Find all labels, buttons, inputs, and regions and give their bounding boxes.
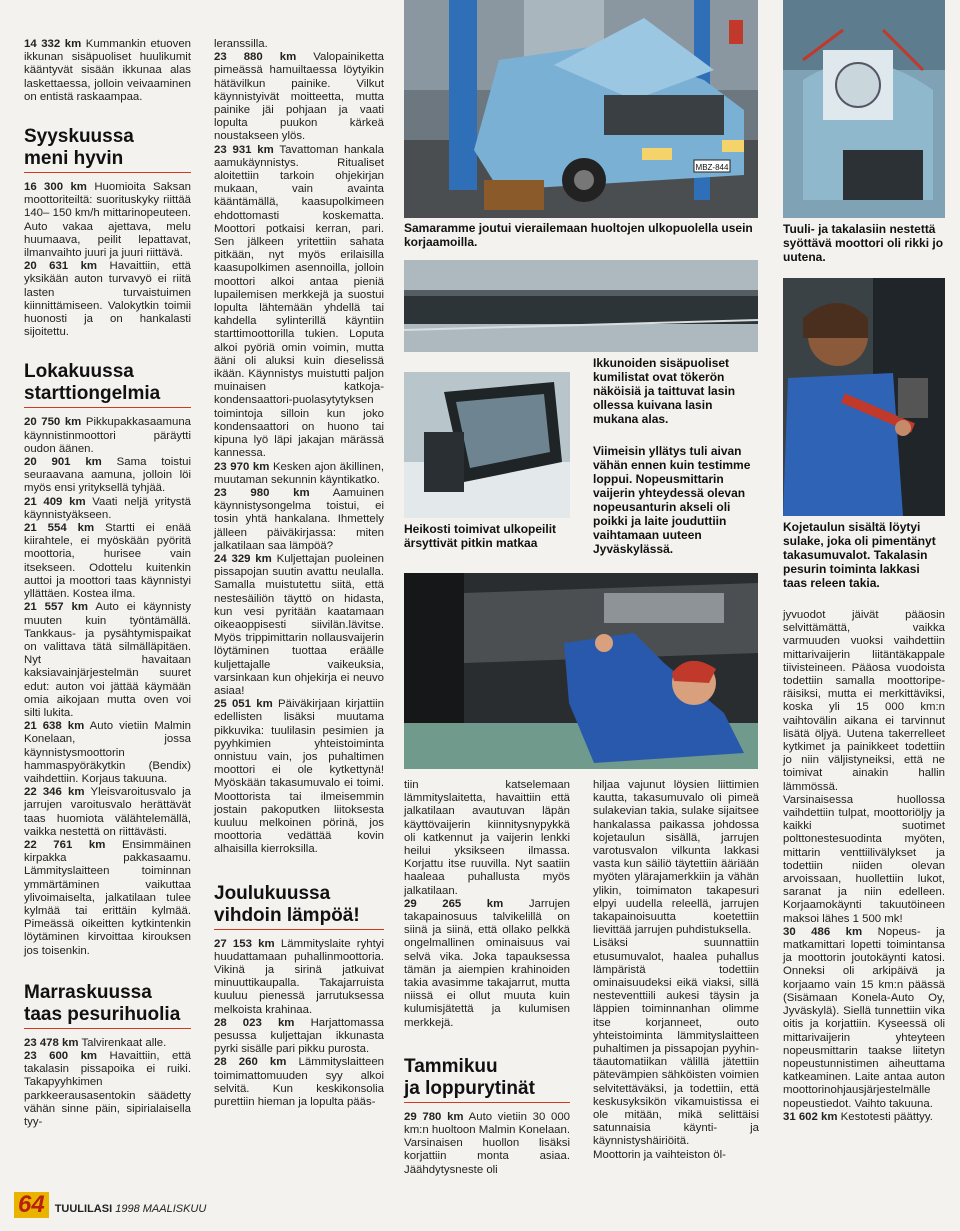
entry-mileage: 23 980 km [214,486,310,499]
caption-workshop: Samaramme joutui vierailemaan huoltojen ulkopuolella usein korjaamoilla. [404,221,753,249]
caption-window-strip: Ikkunoiden sisäpuoliset kumilistat ovat tökerön näköisiä ja taittuvat lasin ollessa kuivana lasin mukana alas. [593,356,736,426]
entry-mileage: 21 409 km [24,495,86,508]
diary-entry [214,38,384,51]
diary-entry [404,898,570,1030]
entry-mileage: 29 265 km [404,897,504,910]
entry-mileage: 28 023 km [214,1016,295,1029]
diary-entry [214,698,384,856]
diary-entry [214,144,384,461]
entry-mileage: 21 638 km [24,720,85,733]
entry-mileage: 22 761 km [24,838,106,851]
entry-mileage: 21 554 km [24,522,95,535]
diary-entry [24,1037,191,1050]
september-entries [24,181,191,339]
licence-plate-text: MBZ-844 [695,163,729,172]
entry-mileage: 23 970 km [214,460,270,473]
diary-entry [593,1149,759,1162]
entry-text: Tavattoman hankala aamukäynnistys. Ritualiset aloitettiin tarkoin ohjekirjan mukaan, vain avainta kääntämällä, kaasupolkimeen ehdottomasti koskematta. Moottori potkaisi kerran, pari. Sen jälkeen yritettiin sahata pitkään, nyt myös erilaisilla kaasupolkimen asennoilla, jolloin moottori alkoi antaa pieniä lupailemisen merkkejä ja suostui lopulta lähtemään yhdellä tai kahdella sylinterillä käyntiin starttimoottorilla tukien. Loputa alkoi pyöriä omin voimin, mutta ääni oli aluksi kuin dieselissä ikään. Käynnistys muistutti paljon muinaisen katkoja-kondensaattori-puolasytytyksen toimintoja silloin kun joko kondensaattori on huono tai kipuna lyö läpi jakajan märässä kannessa. [214,143,385,460]
entry-text: Jarrujen takapainosuus talvikelillä on siinä ja siinä, että ollako pelkkä ongelmallinen ominaisuus vai selvä vika. Joka tapauksessa tämän ja aiempien krahinoiden takia avasimme takajarrut, mutta niissä ei ollut muuta kuin kulumisjätettä ja kulumisen merkkejä. [404,897,571,1029]
january-entries [404,1111,570,1177]
photo-dashboard-fuse [783,278,945,516]
entry-text: Kuljettajan puoleinen pissapojan suutin avattu neulalla. Samalla muistutettu siitä, että nestesäiliön täyttö on hidasta, kun vesi pyritään kaatamaan oikeaoppisesti siivilän.lävitse. Myös trippimittarin nollausvaijerin löytäminen tuottaa eräälle kuljettajalle vaikeuksia, varsinkaan kun ohjekirja ei neuvo asiaa! [214,552,385,697]
magazine-issue: TUULILASI 1998 MAALISKUU [54,1203,207,1215]
photo-car-underside [404,573,758,769]
entry-text: Valopainiketta pimeässä hamuiltaessa löytyikin hätävilkun painike. Vilkut käynnistyivät moitteetta, mutta painike jäi pohjaan ja vaati lopulta puukon kärkeä noustakseen ylös. [214,51,384,143]
entry-text: Yleisvaroitusvalo ja jarrujen varoitusvalo herättävät taas huomiota välähtelemällä, vaikka nestettä on riittävästi. [24,786,191,838]
entry-mileage: 16 300 km [24,181,87,194]
entry-text: Ensimmäinen kirpakka pakkasaamu. Lämmityslaitteen toiminnan ymmärtäminen vaikuttaa ylivoimaiselta, jalkatilaan tulee kylmää tai erittäin kylmää. Pimeässä oikeitten kytkintenkin löytäminen kirvoittaa kirouksen jos toisenkin. [24,838,192,957]
diary-entry [214,487,384,553]
entry-mileage: 29 780 km [404,1110,464,1123]
diary-entry [404,1111,570,1177]
november-entries [24,1037,191,1129]
entry-text: Moottorin ja vaihteiston öl- [593,1148,726,1161]
entry-text: Kestotesti päättyy. [840,1110,933,1123]
diary-entry [24,38,191,104]
entry-text: Harjattomassa pesussa kuljettajan ikkunasta pyrki sisälle pari pikku purosta. [214,1016,384,1056]
entry-text: Sama toistui seuraavana aamuna, jolloin löi myös ensi yrityksellä tyhjää. [24,456,192,495]
entry-text: Kesken ajon äkillinen, muutaman sekunnin käyntikatko. [214,460,385,486]
entry-mileage: 24 329 km [214,552,272,565]
entry-text: Auto vietiin 30 000 km:n huoltoon Malmin Konelaan. Varsinaisen huollon lisäksi korjattiin monta asiaa. Jäähdytysneste oli [404,1110,570,1176]
entry-text: Lisäksi suunnattiin etusumuvalot, haalea puhallus lämpäristä todettiin ominaisuudeksi eikä viaksi, sillä nesteventtiili aukesi täysin ja läppien toiminnanhan olimme itse korjanneet, outo yhteistoiminta lämmityslaitteen puhaltimen ja pissapojan pyyhintäautomatiikan välillä jätettiin pätevämpien sähköisten voimien selvitettäväksi, ja todettiin, että keskusyksikön vikamuistissa ei ole mitään, mikä selittäisi satunnaisia käynti- ja käynnistyshäiriöitä. [593,937,759,1148]
column-4 [593,779,759,1162]
diary-entry [214,51,384,143]
diary-entry [24,522,191,601]
diary-entry [593,779,759,937]
entry-text: Lämmityslaite ryhtyi huudattamaan puhallinmoottoria. Vikinä ja sirinä jatkuivat minuuttikaupalla. Takajarruista kuuluu pienessä jarrutuksessa melkoista krahinaa. [214,937,384,1016]
column-1 [24,38,191,1129]
entry-text: tiin katselemaan lämmityslaitetta, havaittiin että jalkatilaan avautuvan läpän käyttövaijerin kiinnitysnypykkä oli katkennut ja vaijerin lenkki heilui yksikseen ilmassa. Korjattu itse ruuvilla. Nyt saatiin haaleaa puhallusta myös jalkatilaan. [404,779,570,897]
entry-mileage: 23 478 km [24,1036,79,1049]
entry-text: Pikkupakkasaamuna käynnistinmoottori päräytti oudon äänen. [24,416,192,455]
entry-mileage: 23 600 km [24,1049,98,1062]
diary-entry [24,260,191,339]
entry-mileage: 31 602 km [783,1110,838,1123]
entry-text: Auto ei käynnisty muuten kuin työntämällä. Tankkaus- ja pysähtymispaikat on valittava tätä silmälläpitäen. Nyt havaitaan kaksiavainjärjestelmän suuret edut: auton voi jättää käymään omia aikojaan mutta oven voi silti lukita. [24,601,192,719]
diary-entry [24,601,191,720]
column-5-entries [783,609,945,1124]
page-footer [14,1188,206,1218]
entry-mileage: 14 332 km [24,38,82,50]
entry-text: Huomioita Saksan moottoriteiltä: suorituskyky riittää 140– 150 km/h mittarinopeuteen. Auto vakaa ajettava, melu huumaava, peilit lepattavat, ilmanvaihto juuri ja juuri riittävä. [24,181,191,260]
december-entries [214,938,384,1110]
photo-side-mirror [404,372,570,518]
photo-workshop-car [404,0,758,218]
entry-mileage: 28 260 km [214,1056,287,1069]
diary-entry [593,937,759,1148]
diary-entry [214,1056,384,1109]
entry-text: Lämmityslaitteen toimimattomuuden syy alkoi selvitä. Kun keskikonsolia purettiin hieman ja lopulta pääs- [214,1056,385,1109]
column-3 [404,779,570,1177]
column-2 [214,38,384,1109]
entry-mileage: 20 631 km [24,260,98,273]
column-5 [783,609,945,1124]
entry-text: jyvuodot jäivät pääosin selvittämättä, vaikka varmuuden vuoksi vaihdettiin mittarivaijerin liitäntäkappale tiivisteineen. Pääosa vuodoista todettiin samalla moottoriperäisiksi, mutta ei merkittäviksi, koska yli 15 000 km:n vaihtovälin aikana ei tarvinnut lisätä öljyä. Uutena takerrelleet kytkimet ja painikkeet todettiin jo niin väljistyneiksi, että ne toimivat ainakin hallin lämmössä. [783,609,945,793]
entry-text: Varsinaisessa huollossa vaihdettiin tulpat, moottoriöljy ja kaikki suotimet polttonestesuodinta myöten, mittarin venttiilivälykset ja todettiin niiden olevan arvoissaan, huollettiin lukot, saranat ja niin edelleen. Korjaamokäynti takuutöineen maksoi lähes 1 500 mk! [783,793,945,925]
entry-text: Talvirenkaat alle. [81,1036,167,1049]
diary-entry [783,926,945,1111]
column-3-entries [404,779,570,1030]
photo-washer-motor [783,0,945,218]
entry-text: Startti ei enää kiirahtele, ei myöskään pyöritä moottoria, hurisee vain itsekseen. Odottelu kuitenkin auttoi ja moottori taas käynnistyi yllättäen. Kostea ilma. [24,522,191,601]
page-number: 64 [14,1192,49,1218]
entry-mileage: 22 346 km [24,786,85,799]
entry-text: leranssilla. [214,38,268,50]
october-entries [24,416,191,957]
caption-speed-sensor: Viimeisin yllätys tuli aivan vähän ennen kuin testimme loppui. Nopeusmittarin vaijerin yhteydessä olevan nopeusanturin akseli oli poikki ja laite jouduttiin vaihtamaan uuteen Jyväskylässä. [593,444,751,556]
diary-entry [24,1050,191,1129]
entry-mileage: 30 486 km [783,925,863,938]
diary-entry [783,1111,945,1124]
entry-mileage: 23 931 km [214,143,274,156]
diary-entry [783,609,945,794]
entry-text: Havaittiin, että takalasin pissapoika ei ruiki. Takapyyhkimen parkkeerausasentokin säädetty vähän sinne päin, sipirialaisella tyy- [24,1049,192,1128]
photo-window-strip [404,260,758,352]
entry-text: Auto vietiin Malmin Konelaan, jossa käynnistysmoottorin hammaspyöräkytkin (Bendix) vaihdettiin. Korjaus takuuna. [24,720,192,785]
entry-mileage: 25 051 km [214,698,273,711]
entry-text: Kummankin etuoven ikkunan sisäpuoliset huulikumit kääntyvät sisään ikkunaa alas laskettaessa, jolloin veivaaminen on entistä raskaampaa. [24,38,191,103]
diary-entry [24,720,191,786]
column-4-entries [593,779,759,1162]
section-heading-november: Marraskuussa taas pesurihuolia [24,982,191,1029]
section-heading-october: Lokakuussa starttiongelmia [24,361,191,408]
entry-text: Nopeus- ja matkamittari lopetti toimintansa ja moottorin joutokäynti katosi. Onneksi oli arkipäivä ja korjaamo vain 15 km:n päässä (Sisämaan Konela-Auto Oy, Jyväskylä). Siellä tunnettiin vika oitis ja korjattiin. Kyseessä oli mittarivaijerin yhteyteen nopeusmittarin taakse liitetyn nopeustunnistimen aiheuttama katkeaminen. Laite antaa auton moottorinohjausjärjestelmälle nopeustiedot. Vaihto takuuna. [783,925,945,1110]
entry-mileage: 20 750 km [24,416,82,429]
diary-entry [214,1017,384,1057]
section-heading-september: Syyskuussa meni hyvin [24,126,191,173]
diary-entry [783,794,945,926]
diary-entry [24,496,191,522]
diary-entry [24,456,191,496]
caption-dashboard-fuse: Kojetaulun sisältä löytyi sulake, joka oli pimentänyt takasumuvalot. Takalasin pesurin toiminta lakkasi taas releen takia. [783,520,936,590]
entry-text: hiljaa vajunut löysien liittimien kautta, takasumuvalo oli pimeä sulakevian takia, sulake sijaitsee hankalassa paikassa johdossa kojetaulun sisällä, jarrujen varotusvalon vilkunta lakkasi vasta kun säiliö täytettiin ääriään myöten ylärajamerkkiin ja vähän ylikin, toimimaton takapesuri elpyi uudella releellä, jarrujen takapainoisuutta koetettiin lievittää jarrujen puhdistuksella. [593,779,759,937]
diary-entry [24,786,191,839]
entry-text: Aamuinen käynnistysongelma toistui, ei tosin yhtä hankalana. Ihmettely jälleen päiväkirjassa: miten jalkatilaan saa lämpöä? [214,486,384,552]
entry-mileage: 21 557 km [24,601,89,614]
diary-entry [404,779,570,898]
caption-washer-motor: Tuuli- ja takalasiin nestettä syöttävä moottori oli rikki jo uutena. [783,222,944,264]
diary-entry [214,461,384,487]
diary-entry [24,181,191,260]
section-heading-december: Joulukuussa vihdoin lämpöä! [214,883,384,930]
entry-mileage: 23 880 km [214,51,297,64]
diary-entry [214,553,384,698]
entry-text: Havaittiin, että yksikään auton turvavyö ei riitä lasten turvaistuimen kiinnittämiseen. Valokytkin toimii huonosti ja on hankalasti sijoitettu. [24,260,192,339]
entry-text: Vaati neljä yritystä käynnistyäkseen. [24,495,191,521]
caption-side-mirror: Heikosti toimivat ulkopeilit ärsyttivät pitkin matkaa [404,522,557,550]
column-2-entries [214,38,384,857]
entry-mileage: 27 153 km [214,937,275,950]
diary-entry [24,839,191,958]
entry-text: Päiväkirjaan kirjattiin edellisten lisäksi muutama pikkuvika: tuulilasin pesimien ja pyyhkimien yhteistoiminta onnistuu vain, jos puhaltimen moottori ei ole kytkettynä! Myöskään takasumuvalo ei toimi. Moottorista tai ilmeisemmin jostain pakoputken liitoksesta kuuluu melkoinen pörinä, jos moottoria vedättää kovin alhaisilla kierroksilla. [214,698,385,856]
diary-entry [214,938,384,1017]
section-heading-january: Tammikuu ja loppurytinät [404,1056,570,1103]
intro-entries [24,38,191,104]
diary-entry [24,416,191,456]
entry-mileage: 20 901 km [24,456,102,469]
